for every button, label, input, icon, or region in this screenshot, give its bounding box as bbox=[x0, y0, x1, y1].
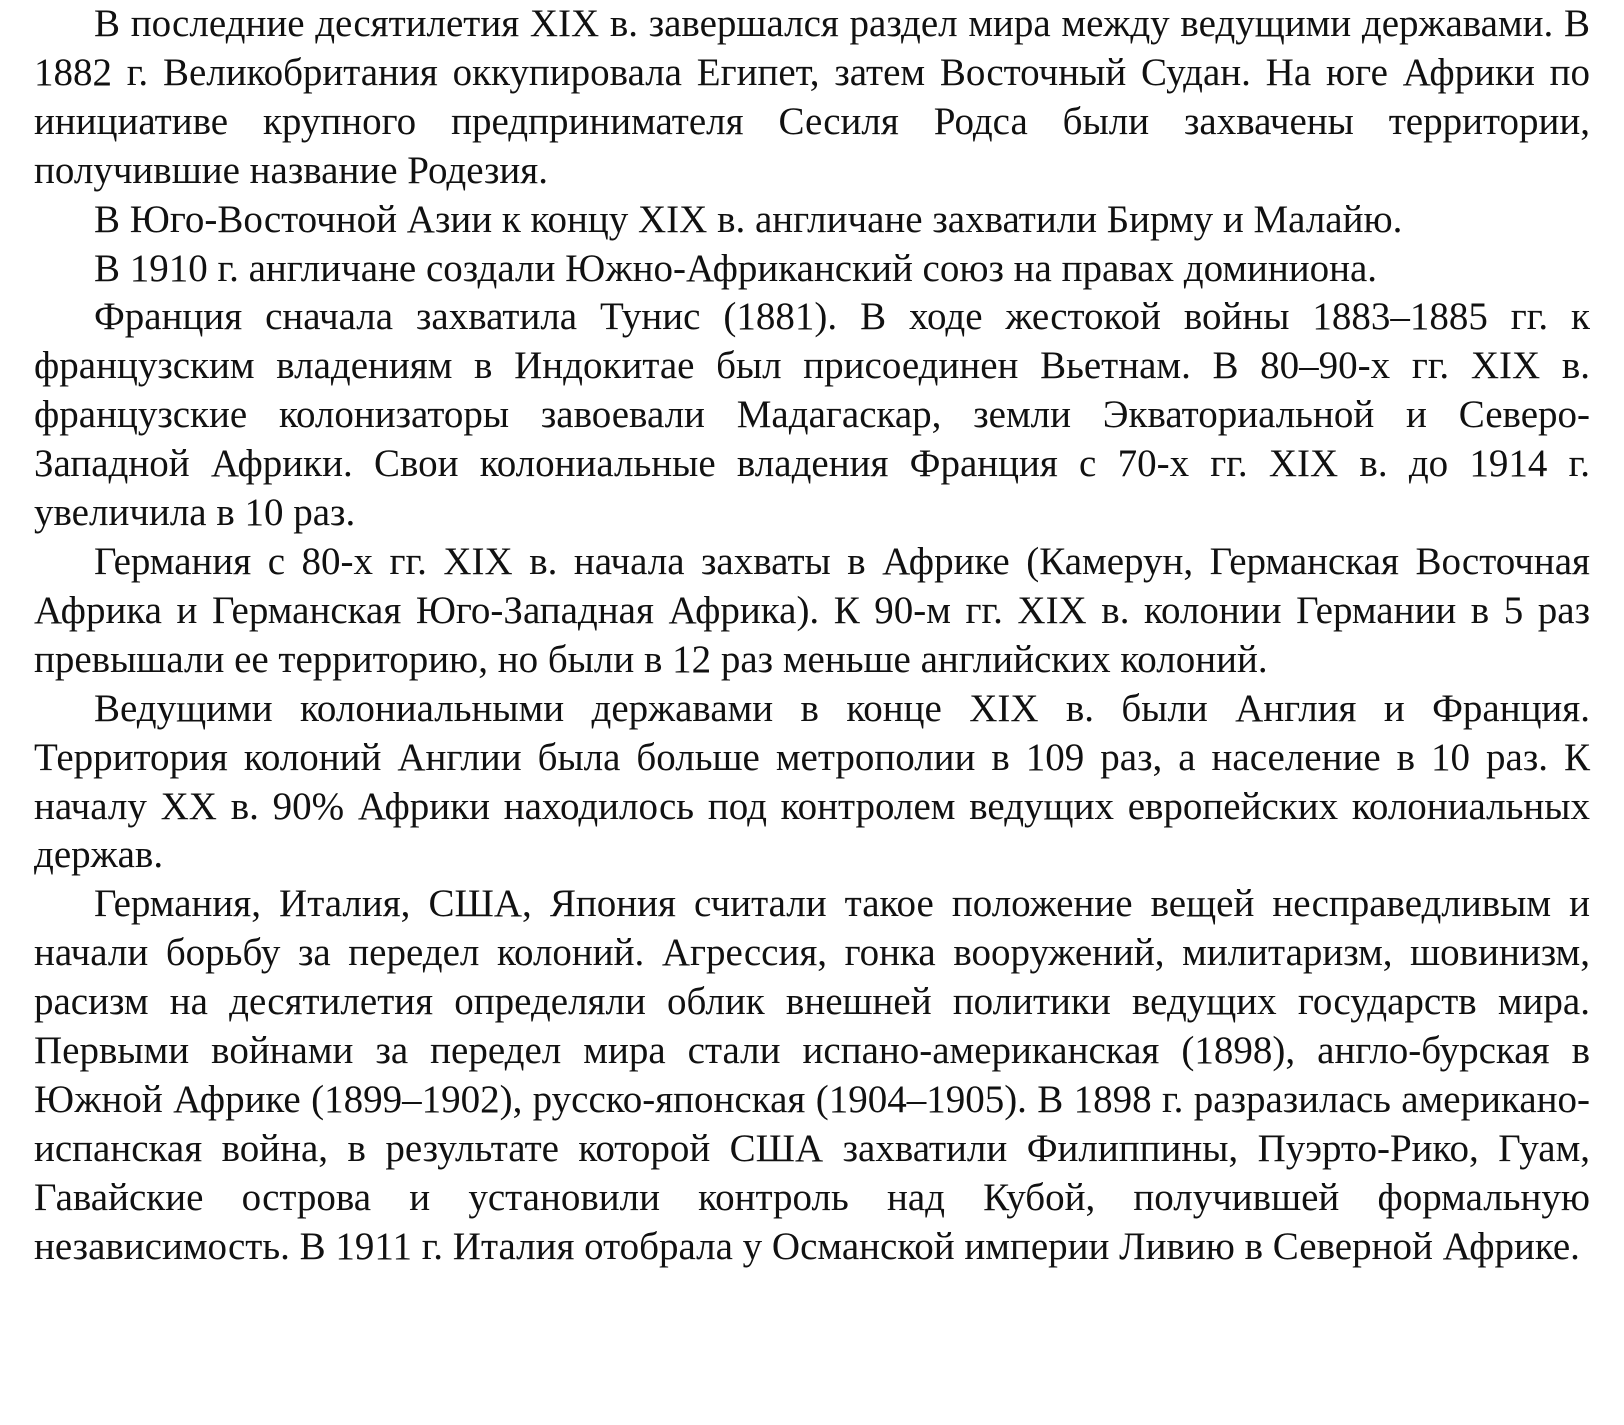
paragraph-southeast-asia: В Юго-Восточной Азии к концу XIX в. англичане захватили Бирму и Малайю. bbox=[94, 197, 1403, 241]
paragraph-partition-of-world: В последние десятилетия XIX в. завершался раздел мира между ведущими державами. В 1882 г. Великобритания оккупировала Египет, затем Восточный Судан. На юге Африки по инициативе крупного предпринимателя Сесиля Родса были захвачены территории, получившие название Родезия. bbox=[34, 2, 1590, 192]
paragraph-france: Франция сначала захватила Тунис (1881). В ходе жестокой войны 1883–1885 гг. к французским владениям в Индокитае был присоединен Вьетнам. В 80–90-х гг. XIX в. французские колонизаторы завоевали Мадагаскар, земли Экваториальной и Северо-Западной Африки. Свои колониальные владения Франция с 70-х гг. XIX в. до 1914 г. увеличила в 10 раз. bbox=[34, 295, 1590, 535]
paragraph-redivision-wars: Германия, Италия, США, Япония считали такое положение вещей несправедливым и начали борьбу за передел колоний. Агрессия, гонка вооружений, милитаризм, шовинизм, расизм на десятилетия определяли облик внешней политики ведущих государств мира. Первыми войнами за передел мира стали испано-американская (1898), англо-бурская в Южной Африке (1899–1902), русско-японская (1904–1905). В 1898 г. разразилась американо-испанская война, в результате которой США захватили Филиппины, Пуэрто-Рико, Гуам, Гавайские острова и установили контроль над Кубой, получившей формальную независимость. В 1911 г. Италия отобрала у Османской империи Ливию в Северной Африке. bbox=[34, 882, 1590, 1268]
document-page bbox=[34, 0, 1590, 1272]
paragraph-south-african-union: В 1910 г. англичане создали Южно-Африканский союз на правах доминиона. bbox=[94, 246, 1378, 290]
paragraph-germany: Германия с 80-х гг. XIX в. начала захваты в Африке (Камерун, Германская Восточная Африка и Германская Юго-Западная Африка). К 90-м гг. XIX в. колонии Германии в 5 раз превышали ее территорию, но были в 12 раз меньше английских колоний. bbox=[34, 539, 1590, 681]
paragraph-leading-powers: Ведущими колониальными державами в конце XIX в. были Англия и Франция. Территория колоний Англии была больше метрополии в 109 раз, а население в 10 раз. К началу XX в. 90% Африки находилось под контролем ведущих европейских колониальных держав. bbox=[34, 686, 1590, 877]
